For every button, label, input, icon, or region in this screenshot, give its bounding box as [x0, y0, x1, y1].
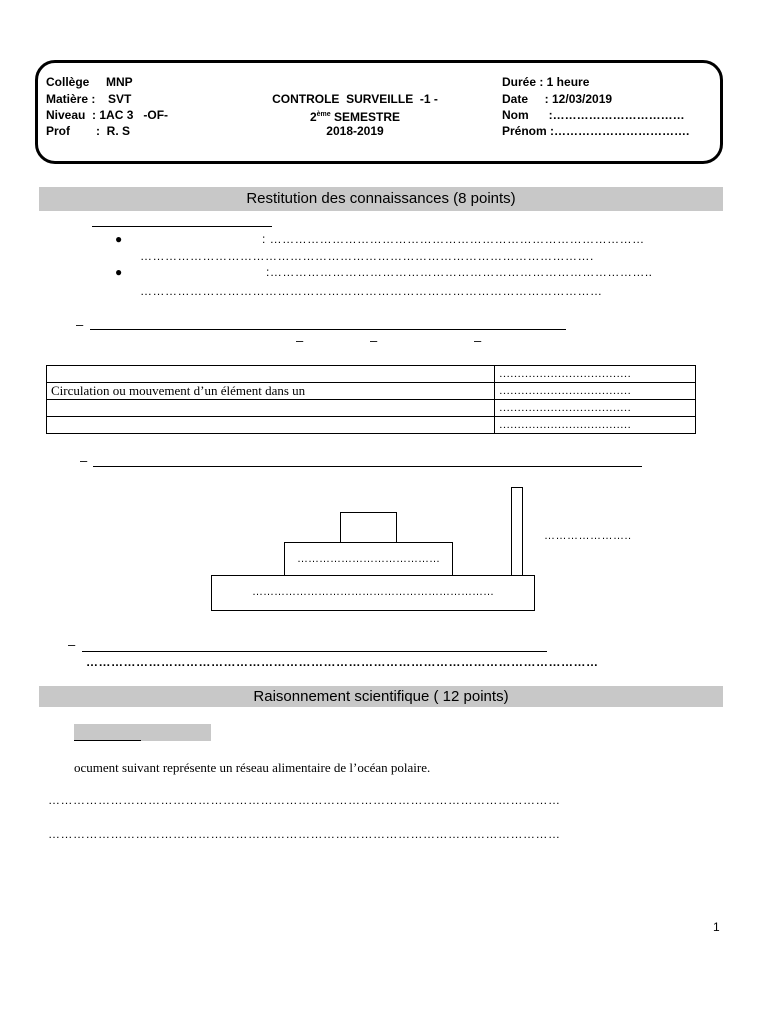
answer-dots-line1: …………………………………………………………………………………………………………… [48, 793, 561, 807]
page-number: 1 [713, 920, 720, 934]
semestre-num: 2 [309, 110, 317, 124]
diagram-base-label: ………………………………………………………… [252, 586, 494, 598]
prenom-field: Prénom :……………………………. [502, 124, 690, 138]
diagram-side-label: ………………….. [544, 530, 632, 542]
bullet1-dots-line2: ………………………………………………………………………………………………. [140, 249, 594, 263]
table-cell-answer: ……………………………… [495, 383, 696, 400]
dash-exercise4: – [68, 637, 76, 652]
exercise3-underline [93, 466, 642, 467]
table-cell-answer: ……………………………… [495, 366, 696, 383]
duree: Durée : 1 heure [502, 75, 590, 89]
bullet2-dots-line2: ………………………………………………………………………………………………… [140, 284, 603, 298]
table-cell-answer: ……………………………… [495, 400, 696, 417]
document-intro-text: ocument suivant représente un réseau alimentaire de l’océan polaire. [74, 760, 431, 775]
college-label: Collège [46, 75, 90, 89]
table-row [47, 417, 696, 434]
exercise-label-box [74, 724, 211, 741]
table-row [47, 383, 696, 400]
diagram-middle-label: ………………………………… [297, 553, 440, 565]
bullet1-dots-line1: : ……………………………………………………………………………… [262, 232, 645, 246]
table-cell-left [47, 366, 495, 383]
dash-exercise3: – [80, 453, 88, 468]
exercise4-underline [82, 651, 547, 652]
nom-field: Nom :…………………………… [502, 108, 685, 122]
bullet2-dots-line1: :……………………………………………………………………………….. [266, 265, 653, 279]
prof-value: : R. S [96, 124, 131, 138]
date: Date : 12/03/2019 [502, 92, 613, 106]
diagram-chimney [511, 487, 523, 577]
dash-exercise2: – [76, 317, 84, 332]
table-cell-left [47, 417, 495, 434]
diagram-top-block [340, 512, 397, 544]
section-restitution-title: Restitution des connaissances (8 points) [39, 187, 723, 211]
small-dash-2: – [370, 333, 378, 348]
small-dash-1: – [296, 333, 304, 348]
small-dash-3: – [474, 333, 482, 348]
exercise2-underline [90, 329, 566, 330]
matiere-value: SVT [108, 92, 132, 106]
semestre-text: SEMESTRE [330, 110, 401, 124]
prof-label: Prof [46, 124, 70, 138]
diagram-base-block [211, 575, 535, 611]
answer-dots-line2: …………………………………………………………………………………………………………… [48, 827, 561, 841]
table-row [47, 366, 696, 383]
school-year: 2018-2019 [326, 124, 384, 138]
diagram-middle-block [284, 542, 453, 576]
section-raisonnement-title: Raisonnement scientifique ( 12 points) [39, 686, 723, 707]
exercise-label-underline [74, 740, 141, 741]
table-row [47, 400, 696, 417]
table-cell-left: Circulation ou mouvement d’un élément dans un [47, 383, 495, 400]
knowledge-table [46, 365, 696, 434]
table-cell-left [47, 400, 495, 417]
college-value: MNP [106, 75, 133, 89]
bullet-1: ● [115, 232, 123, 246]
exercise4-answer-dots: …………………………………………………………………………………………………………… [86, 655, 599, 669]
exam-title: CONTROLE SURVEILLE -1 - [272, 92, 438, 106]
semestre-sup: ème [316, 111, 331, 118]
matiere-label: Matière : [46, 92, 96, 106]
bullet-2: ● [115, 265, 123, 279]
niveau: Niveau : 1AC 3 -OF- [46, 108, 169, 122]
table-cell-answer: ……………………………… [495, 417, 696, 434]
exercise1-underline [92, 226, 272, 227]
